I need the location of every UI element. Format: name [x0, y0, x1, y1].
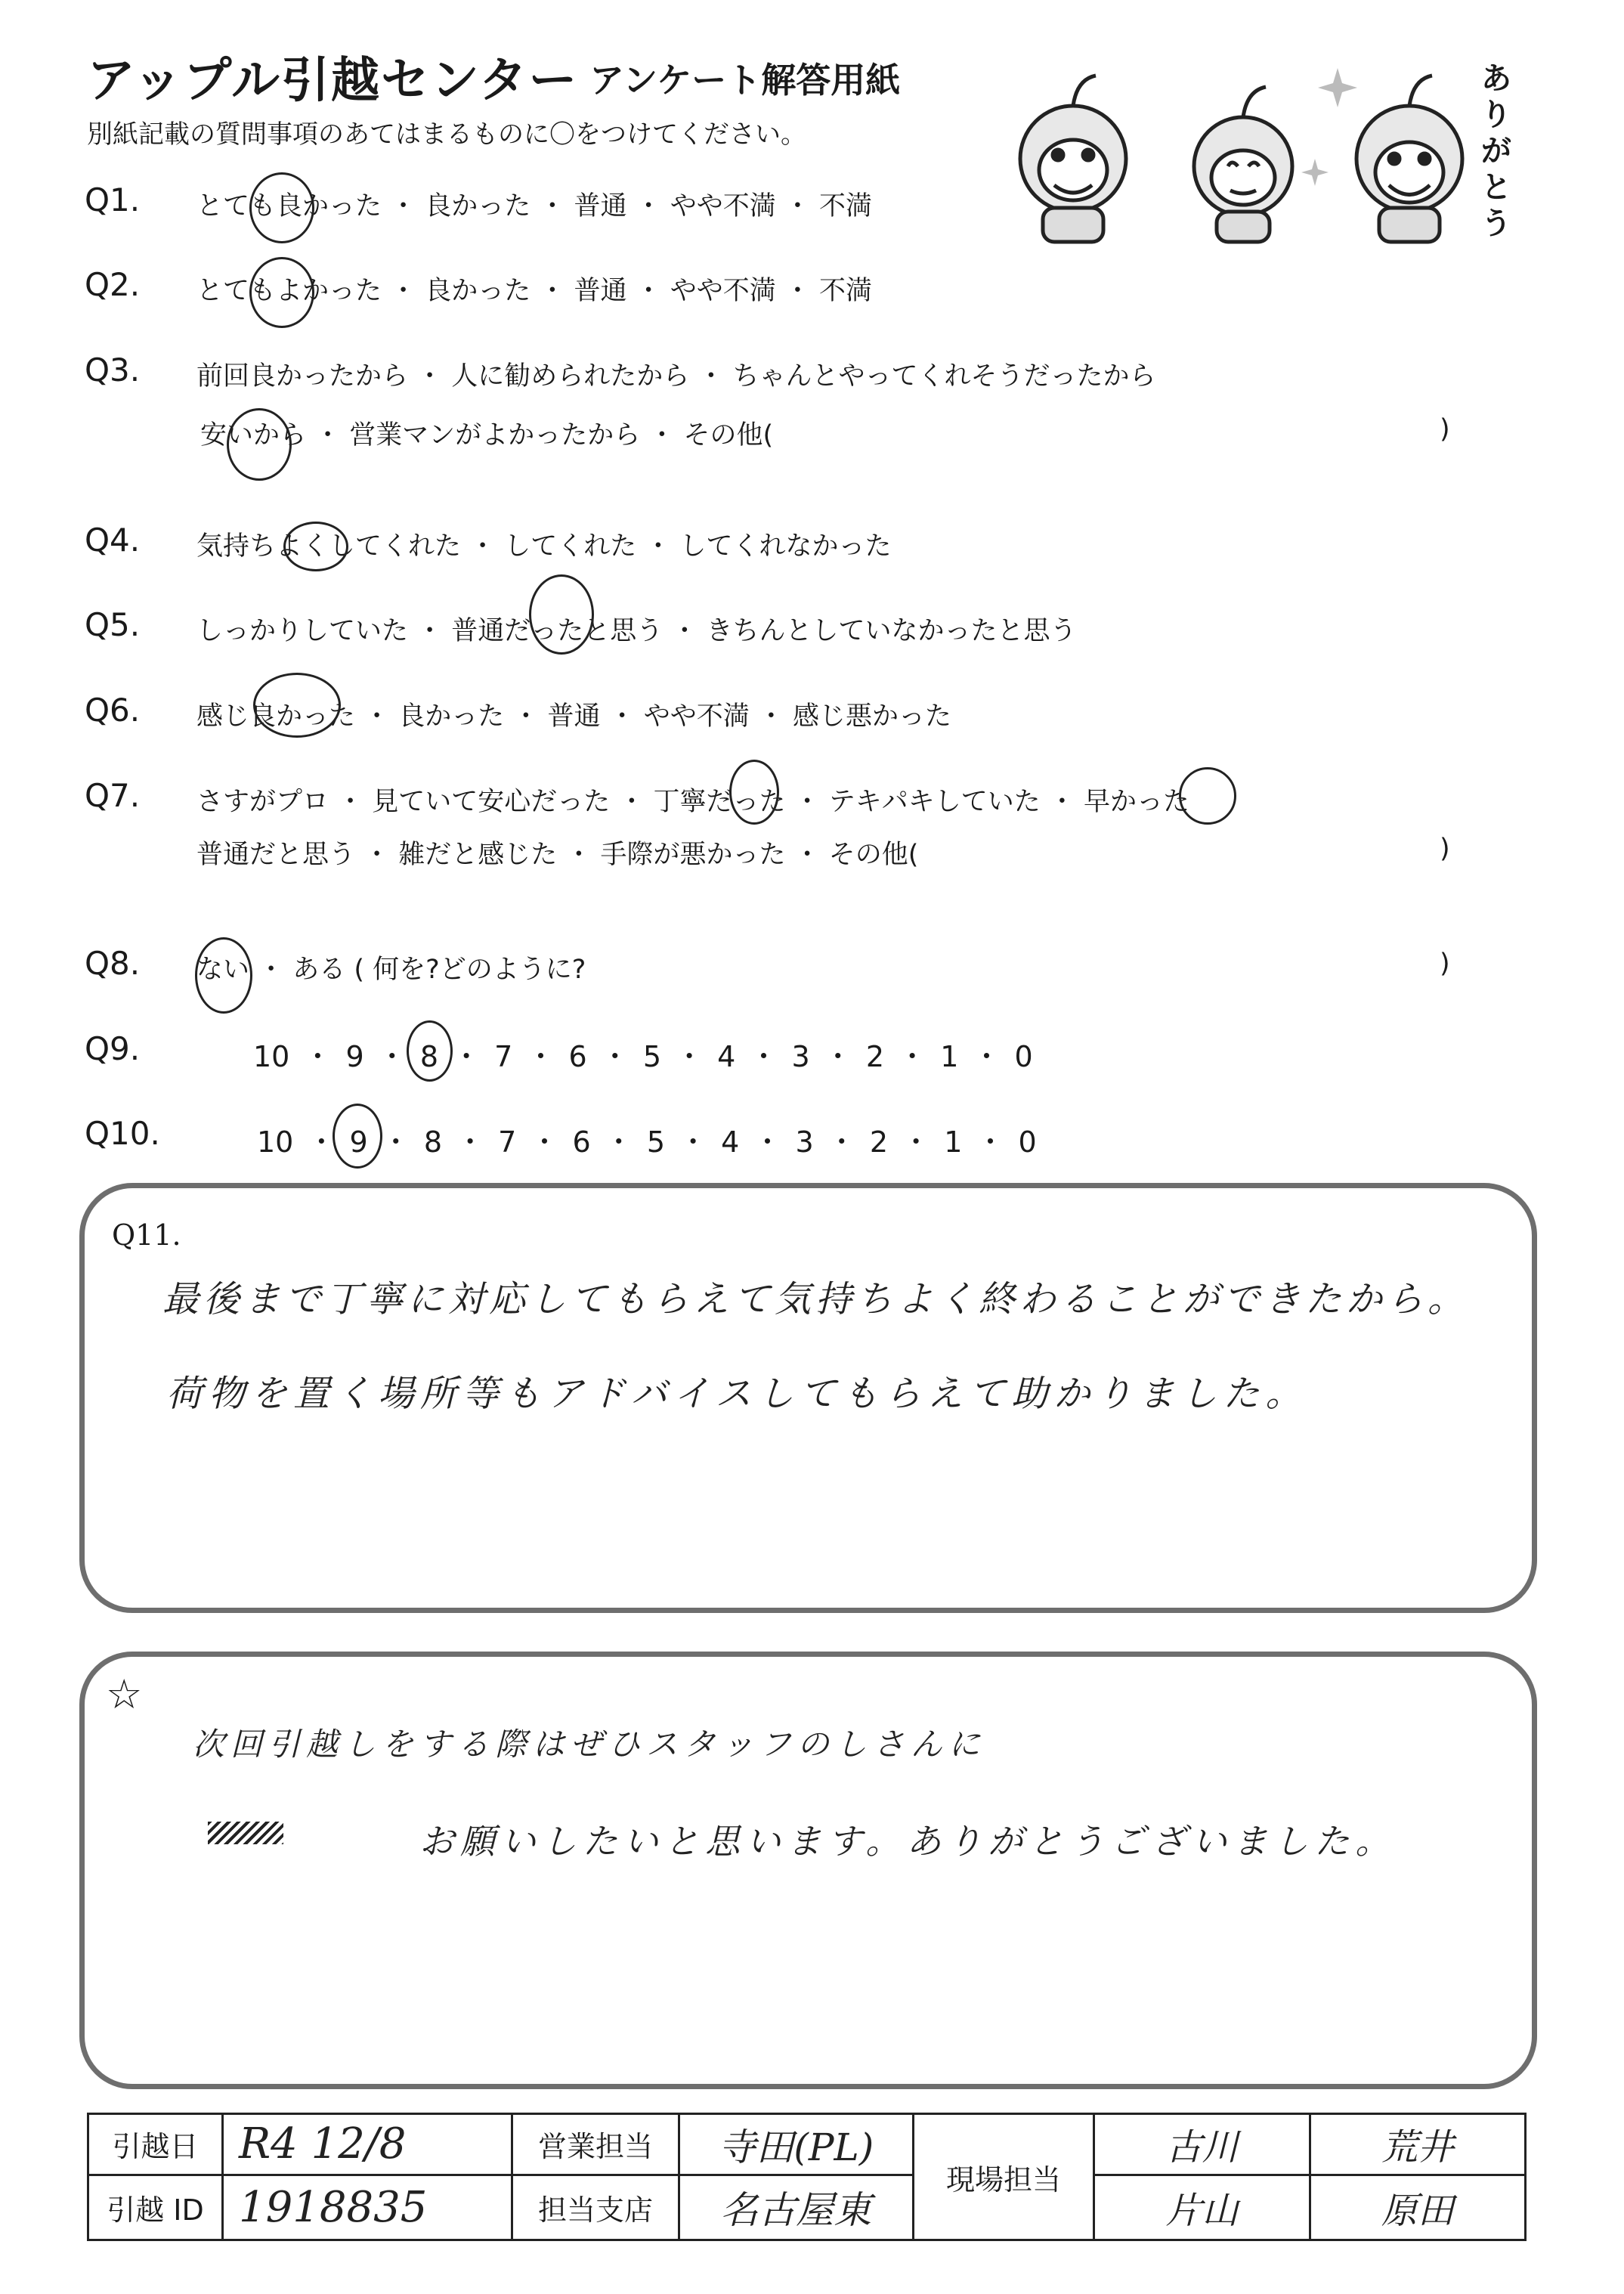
q5-number: Q5.: [85, 606, 141, 643]
move-date-text: R4 12/8: [239, 2119, 407, 2169]
move-date-label: 引越日: [88, 2114, 223, 2175]
star-answer-line1: 次回引越しをする際はぜひスタッフのしさんに: [193, 1726, 987, 1763]
sparkle-icon: [1301, 68, 1357, 186]
q7-selection-mark-polite: [729, 760, 779, 825]
instruction-text: 別紙記載の質問事項のあてはまるものに〇をつけてください。: [87, 119, 806, 150]
site-cell-2: [1310, 2114, 1525, 2175]
star-answer-line2: お願いしたいと思います。ありがとうございました。: [419, 1821, 1397, 1862]
site-2-text: 荒井: [1381, 2126, 1454, 2169]
move-id-label: 引越 ID: [88, 2175, 223, 2240]
q5-selection-mark: [529, 574, 594, 655]
monkey-2-icon: [1194, 87, 1292, 242]
q6-selection-mark: [253, 673, 341, 738]
site-1-text: 古川: [1165, 2126, 1239, 2169]
sales-value: [679, 2114, 913, 2175]
mascot-illustration: [982, 45, 1511, 249]
q2-selection-mark: [249, 257, 314, 328]
q9-scale: 10 ・ 9 ・ 8 ・ 7 ・ 6 ・ 5 ・ 4 ・ 3 ・ 2 ・ 1 ・ 0: [253, 1040, 1033, 1073]
q7-number: Q7.: [85, 777, 141, 814]
q3-options-line1: 前回良かったから ・ 人に勧められたから ・ ちゃんとやってくれそうだったから: [196, 361, 1156, 392]
site-cell-1: [1094, 2114, 1310, 2175]
branch-label: 担当支店: [512, 2175, 679, 2240]
q2-number: Q2.: [85, 266, 141, 303]
thanks-text: ありがとう: [1481, 61, 1511, 241]
footer-info-table: [87, 2113, 1527, 2241]
q1-selection-mark: [249, 172, 314, 243]
form-subtitle: アンケート解答用紙: [589, 60, 901, 101]
q7-options-line2: 普通だと思う ・ 雑だと感じた ・ 手際が悪かった ・ その他(: [196, 840, 919, 870]
branch-value: [679, 2175, 913, 2240]
q3-number: Q3.: [85, 351, 141, 389]
monkey-1-icon: [1020, 76, 1126, 242]
q10-scale: 10 ・ 9 ・ 8 ・ 7 ・ 6 ・ 5 ・ 4 ・ 3 ・ 2 ・ 1 ・ 0: [257, 1125, 1037, 1159]
star-label: ☆: [106, 1670, 143, 1718]
q11-label: Q11.: [112, 1218, 181, 1252]
site-cell-4: [1310, 2175, 1525, 2240]
q9-selection-mark: [407, 1020, 453, 1082]
star-comment-box: [79, 1652, 1537, 2089]
q8-close-paren: ): [1440, 949, 1450, 979]
q8-options: ない ・ ある ( 何を?どのように?: [196, 955, 586, 985]
move-id-value: [223, 2175, 512, 2240]
q4-number: Q4.: [85, 522, 141, 559]
site-3-text: 片山: [1165, 2189, 1239, 2232]
q3-close-paren: ): [1440, 414, 1450, 444]
move-date-value: [223, 2114, 512, 2175]
move-id-text: 1918835: [239, 2182, 428, 2232]
q3-selection-mark: [227, 408, 292, 481]
q7-selection-mark-fast: [1179, 767, 1236, 825]
site-4-text: 原田: [1381, 2189, 1454, 2232]
q2-options: とてもよかった ・ 良かった ・ 普通 ・ やや不満 ・ 不満: [196, 276, 873, 306]
q9-number: Q9.: [85, 1030, 141, 1067]
q11-answer-line1: 最後まで丁寧に対応してもらえて気持ちよく終わることができたから。: [162, 1278, 1469, 1320]
monkey-3-icon: [1356, 76, 1462, 242]
scribble-mark: [208, 1822, 283, 1844]
branch-text: 名古屋東: [720, 2188, 872, 2233]
company-title: アップル引越センター: [87, 53, 579, 109]
q6-number: Q6.: [85, 692, 141, 729]
q10-selection-mark: [333, 1104, 382, 1169]
q8-number: Q8.: [85, 945, 141, 982]
q1-options: とても良かった ・ 良かった ・ 普通 ・ やや不満 ・ 不満: [196, 191, 873, 221]
q6-options: 感じ良かった ・ 良かった ・ 普通 ・ やや不満 ・ 感じ悪かった: [196, 701, 952, 732]
site-label: 現場担当: [913, 2114, 1094, 2240]
q4-options: 気持ちよくしてくれた ・ してくれた ・ してくれなかった: [196, 531, 892, 562]
q10-number: Q10.: [85, 1115, 160, 1152]
q8-selection-mark: [195, 937, 252, 1014]
q3-options-line2: 安いから ・ 営業マンがよかったから ・ その他(: [200, 420, 774, 450]
sales-label: 営業担当: [512, 2114, 679, 2175]
site-cell-3: [1094, 2175, 1310, 2240]
q5-options: しっかりしていた ・ 普通だったと思う ・ きちんとしていなかったと思う: [196, 616, 1077, 646]
q7-options-line1: さすがプロ ・ 見ていて安心だった ・ 丁寧だった ・ テキパキしていた ・ 早かった: [196, 787, 1190, 817]
q1-number: Q1.: [85, 181, 141, 218]
sales-text: 寺田(PL): [718, 2125, 874, 2169]
q4-selection-mark: [283, 522, 348, 571]
q7-close-paren: ): [1440, 834, 1450, 864]
q11-answer-line2: 荷物を置く場所等もアドバイスしてもらえて助かりました。: [166, 1373, 1308, 1415]
